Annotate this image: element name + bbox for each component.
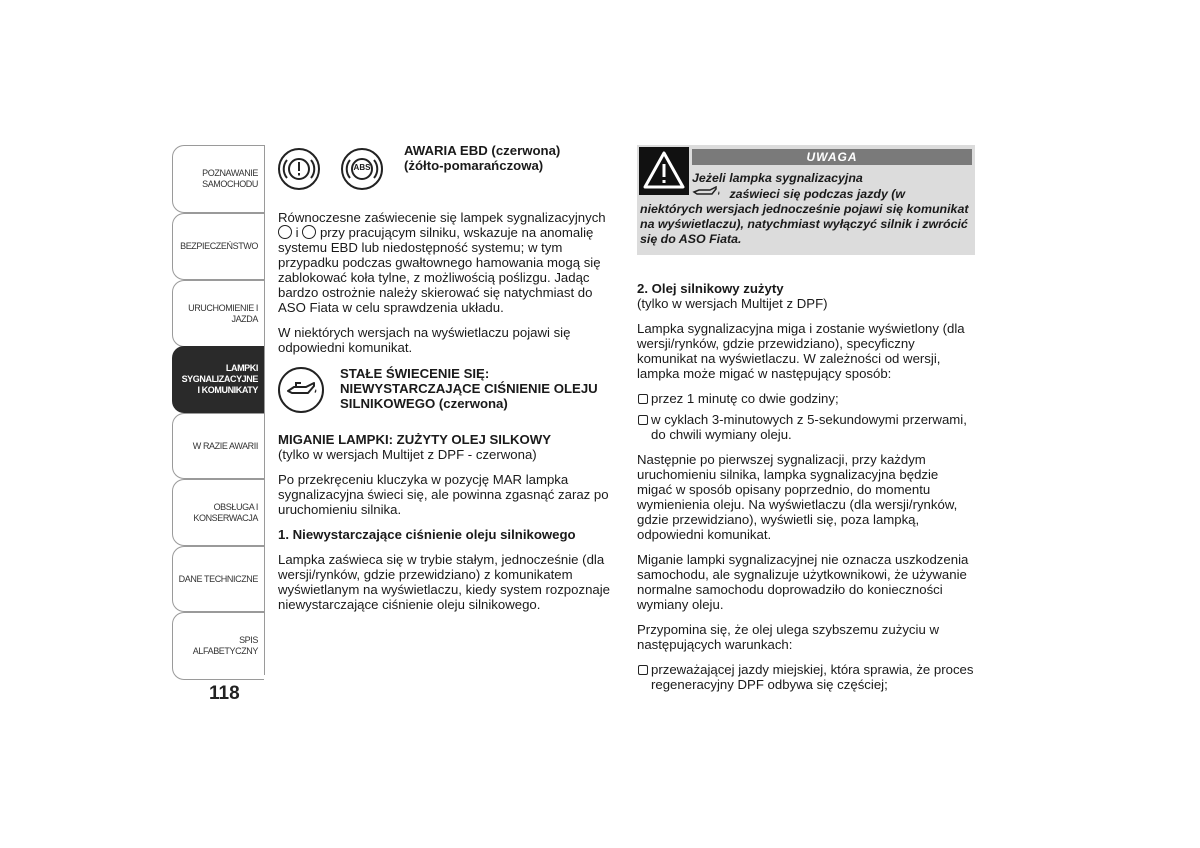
oil-pressure-heading: STAŁE ŚWIECENIE SIĘ: NIEWYSTARCZAJĄCE CIŚNIENIE OLEJU SILNIKOWEGO (czerwona) — [340, 366, 598, 411]
blink-heading: MIGANIE LAMPKI: ZUŻYTY OLEJ SILKOWY — [278, 432, 552, 447]
abs-icon — [341, 148, 383, 190]
tab-w-razie-awarii[interactable]: W RAZIE AWARII — [172, 413, 264, 479]
list-item: przez 1 minutę co dwie godziny; — [637, 391, 977, 406]
warning-line2: zaświeci się podczas jazdy (w — [692, 186, 972, 202]
section1-paragraph: Lampka zaświeca się w trybie stałym, jednocześnie (dla wersji/rynków, gdzie przewidziano) z komunikatem wyświetlanym na wyświetlaczu, kiedy system rozpoznaje niewystarczające ciśnienie oleju silnikowego. — [278, 552, 611, 612]
tab-spis-alfabetyczny[interactable]: SPIS ALFABETYCZNY — [172, 612, 264, 680]
warning-triangle-icon — [639, 147, 689, 195]
warning-line1: Jeżeli lampka sygnalizacyjna — [692, 171, 863, 185]
ebd-display-note: W niektórych wersjach na wyświetlaczu pojawi się odpowiedni komunikat. — [278, 325, 571, 355]
ebd-heading-line1: AWARIA EBD (czerwona) — [404, 143, 561, 158]
brake-inline-icon — [278, 225, 292, 239]
abs-inline-icon — [302, 225, 316, 239]
blink-paragraph: Po przekręceniu kluczyka w pozycję MAR lampka sygnalizacyjna świeci się, ale powinna zgasnąć zaraz po uruchomieniu silnika. — [278, 472, 609, 517]
tab-dane-techniczne[interactable]: DANE TECHNICZNE — [172, 546, 264, 612]
section2 — [637, 281, 977, 698]
warning-title: UWAGA — [692, 149, 972, 165]
section2-paragraph1: Lampka sygnalizacyjna miga i zostanie wyświetlony (dla wersji/rynków, gdzie przewidziano), specyficzny komunikat na wyświetlaczu. W zależności od wersji, lampka może migać w następujący sposób: — [637, 321, 965, 381]
ebd-body — [278, 210, 608, 365]
section2-heading: 2. Olej silnikowy zużyty — [637, 281, 784, 296]
section2-paragraph4: Przypomina się, że olej ulega szybszemu zużyciu w następujących warunkach: — [637, 622, 939, 652]
ebd-heading — [404, 143, 604, 173]
ebd-paragraph-line1: Równoczesne zaświecenie się lampek sygnalizacyjnych — [278, 210, 606, 225]
list-item: przeważającej jazdy miejskiej, która sprawia, że proces regeneracyjny DPF odbywa się częściej; — [637, 662, 977, 692]
section1-heading: 1. Niewystarczające ciśnienie oleju silnikowego — [278, 527, 576, 542]
tab-obsluga-konserwacja[interactable]: OBSŁUGA I KONSERWACJA — [172, 479, 264, 546]
section2-paragraph2: Następnie po pierwszej sygnalizacji, przy każdym uruchomieniu silnika, lampka sygnalizacyjna będzie migać w sposób opisany poprzednio, do momentu wymienienia oleju. Na wyświetlaczu (dla wersji/rynków, gdzie przewidziano), wyświetli się, poza lampką, odpowiedni komunikat. — [637, 452, 958, 542]
section2-subheading: (tylko w wersjach Multijet z DPF) — [637, 296, 828, 311]
tab-poznawanie-samochodu[interactable]: POZNAWANIE SAMOCHODU — [172, 145, 264, 213]
ebd-paragraph-line2: i przy pracującym silniku, wskazuje na anomalię — [278, 225, 608, 240]
oil-can-icon — [692, 186, 726, 200]
ebd-heading-line2: (żółto-pomarańczowa) — [404, 158, 544, 173]
oil-section — [278, 432, 612, 622]
brake-warning-icon — [278, 148, 320, 190]
page-number: 118 — [209, 683, 240, 704]
tab-lampki-sygnalizacyjne[interactable]: LAMPKI SYGNALIZACYJNE I KOMUNIKATY — [172, 346, 264, 413]
warning-rest: niektórych wersjach jednocześnie pojawi się komunikat na wyświetlaczu), natychmiast wyłączyć silnik i zwrócić się do ASO Fiata. — [640, 202, 969, 246]
tab-bezpieczenstwo[interactable]: BEZPIECZEŃSTWO — [172, 213, 264, 280]
section2-paragraph3: Miganie lampki sygnalizacyjnej nie oznacza uszkodzenia samochodu, ale sygnalizuje użytkownikowi, że używanie normalne samochodu doprowadziło do konieczności wymiany oleju. — [637, 552, 969, 612]
tab-divider — [264, 145, 265, 675]
abs-icon-label: ABS — [353, 163, 371, 172]
blink-subheading: (tylko w wersjach Multijet z DPF - czerwona) — [278, 447, 537, 462]
oil-pressure-icon — [278, 367, 324, 413]
tab-uruchomienie-jazda[interactable]: URUCHOMIENIE I JAZDA — [172, 280, 264, 347]
warning-box — [637, 145, 975, 255]
ebd-paragraph-rest: systemu EBD lub niedostępność systemu; w tym przypadku podczas gwałtownego hamowania mogą się zablokować koła tylne, z możliwością poślizgu. Jadąc bardzo ostrożnie należy skierować się natychmiast do ASO Fiata w celu sprawdzenia układu. — [278, 240, 601, 315]
list-item: w cyklach 3-minutowych z 5-sekundowymi przerwami, do chwili wymiany oleju. — [637, 412, 977, 442]
